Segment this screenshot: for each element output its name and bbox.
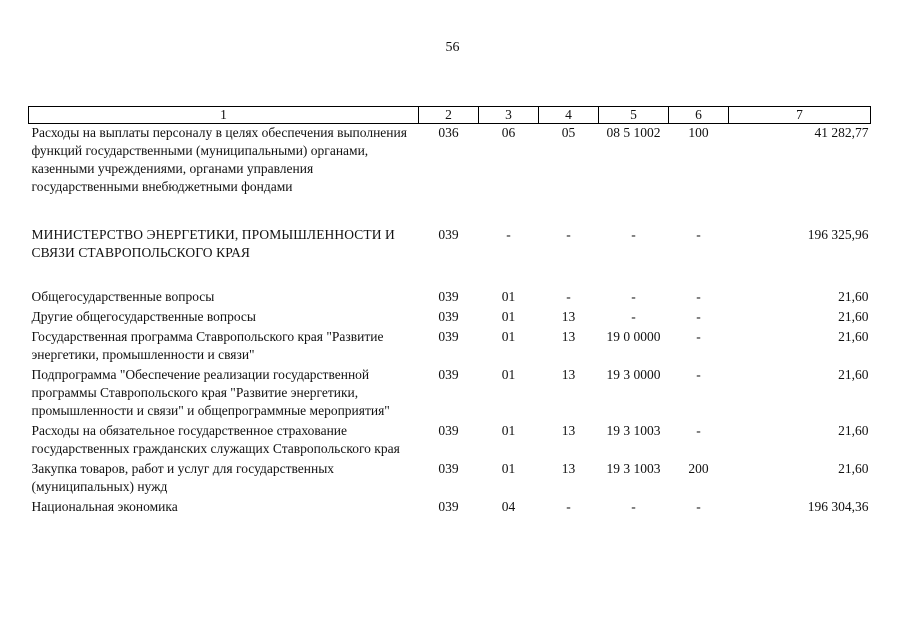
row-name: МИНИСТЕРСТВО ЭНЕРГЕТИКИ, ПРОМЫШЛЕННОСТИ И СВЯЗИ СТАВРОПОЛЬСКОГО КРАЯ (31, 227, 395, 260)
row-expense-type: - (696, 329, 701, 344)
row-expense-type: - (696, 367, 701, 382)
header-col-5: 5 (599, 107, 669, 124)
row-section: 06 (501, 125, 516, 140)
row-subsection: 13 (561, 329, 576, 344)
row-target-article: - (631, 227, 636, 242)
row-subsection: - (566, 289, 571, 304)
table-row (29, 328, 871, 366)
header-col-7: 7 (729, 107, 871, 124)
row-target-article: 19 3 1003 (606, 461, 661, 476)
table-row (29, 226, 871, 288)
row-ministry-code: 039 (438, 461, 459, 476)
page-number: 56 (445, 40, 460, 55)
header-col-2: 2 (419, 107, 479, 124)
row-subsection: 13 (561, 423, 576, 438)
table-row (29, 288, 871, 308)
row-name: Общегосударственные вопросы (31, 289, 215, 304)
row-expense-type: - (696, 289, 701, 304)
row-ministry-code: 036 (438, 125, 459, 140)
row-name: Подпрограмма "Обеспечение реализации государственной программы Ставропольского края "Развитие энергетики, промышленности и связи" и общепрограммные мероприятия" (31, 367, 390, 418)
row-amount: 196 325,96 (807, 227, 869, 242)
header-col-3: 3 (479, 107, 539, 124)
row-expense-type: 100 (688, 125, 709, 140)
budget-table (28, 106, 871, 516)
row-section: - (506, 227, 511, 242)
row-section: 01 (501, 329, 516, 344)
table-row (29, 422, 871, 460)
row-expense-type: - (696, 423, 701, 438)
row-name: Расходы на обязательное государственное страхование государственных гражданских служащих Ставропольского края (31, 423, 400, 456)
table-row (29, 366, 871, 422)
row-name: Расходы на выплаты персоналу в целях обеспечения выполнения функций государственными (муниципальными) органами, казенными учреждениями, органами управления государственными внебюджетными фондами (31, 125, 407, 194)
row-ministry-code: 039 (438, 227, 459, 242)
row-amount: 21,60 (838, 461, 869, 476)
row-ministry-code: 039 (438, 423, 459, 438)
row-amount: 21,60 (838, 289, 869, 304)
header-col-6: 6 (669, 107, 729, 124)
row-expense-type: 200 (688, 461, 709, 476)
header-row (29, 107, 871, 124)
row-subsection: - (566, 227, 571, 242)
row-section: 01 (501, 289, 516, 304)
row-target-article: 19 3 1003 (606, 423, 661, 438)
row-section: 01 (501, 461, 516, 476)
row-ministry-code: 039 (438, 499, 459, 514)
row-section: 01 (501, 423, 516, 438)
row-subsection: 13 (561, 461, 576, 476)
row-target-article: - (631, 289, 636, 304)
row-ministry-code: 039 (438, 309, 459, 324)
row-expense-type: - (696, 309, 701, 324)
row-name: Закупка товаров, работ и услуг для государственных (муниципальных) нужд (31, 461, 335, 494)
row-section: 01 (501, 309, 516, 324)
row-target-article: 19 3 0000 (606, 367, 661, 382)
table-row (29, 308, 871, 328)
row-amount: 41 282,77 (814, 125, 869, 140)
row-amount: 21,60 (838, 423, 869, 438)
row-target-article: - (631, 499, 636, 514)
row-section: 04 (501, 499, 516, 514)
row-expense-type: - (696, 499, 701, 514)
table-header (29, 107, 871, 124)
row-name: Государственная программа Ставропольского края "Развитие энергетики, промышленности и связи" (31, 329, 384, 362)
row-subsection: - (566, 499, 571, 514)
row-subsection: 13 (561, 367, 576, 382)
row-section: 01 (501, 367, 516, 382)
row-target-article: - (631, 309, 636, 324)
row-name: Другие общегосударственные вопросы (31, 309, 256, 324)
row-subsection: 13 (561, 309, 576, 324)
table-row (29, 498, 871, 516)
header-col-1: 1 (29, 107, 419, 124)
row-amount: 21,60 (838, 367, 869, 382)
row-ministry-code: 039 (438, 329, 459, 344)
row-amount: 21,60 (838, 309, 869, 324)
table-row (29, 124, 871, 227)
row-subsection: 05 (561, 125, 576, 140)
table-body (29, 124, 871, 517)
row-amount: 21,60 (838, 329, 869, 344)
row-target-article: 19 0 0000 (606, 329, 661, 344)
row-ministry-code: 039 (438, 289, 459, 304)
table-row (29, 460, 871, 498)
row-target-article: 08 5 1002 (606, 125, 661, 140)
header-col-4: 4 (539, 107, 599, 124)
row-name: Национальная экономика (31, 499, 178, 514)
row-amount: 196 304,36 (807, 499, 869, 514)
row-ministry-code: 039 (438, 367, 459, 382)
row-expense-type: - (696, 227, 701, 242)
